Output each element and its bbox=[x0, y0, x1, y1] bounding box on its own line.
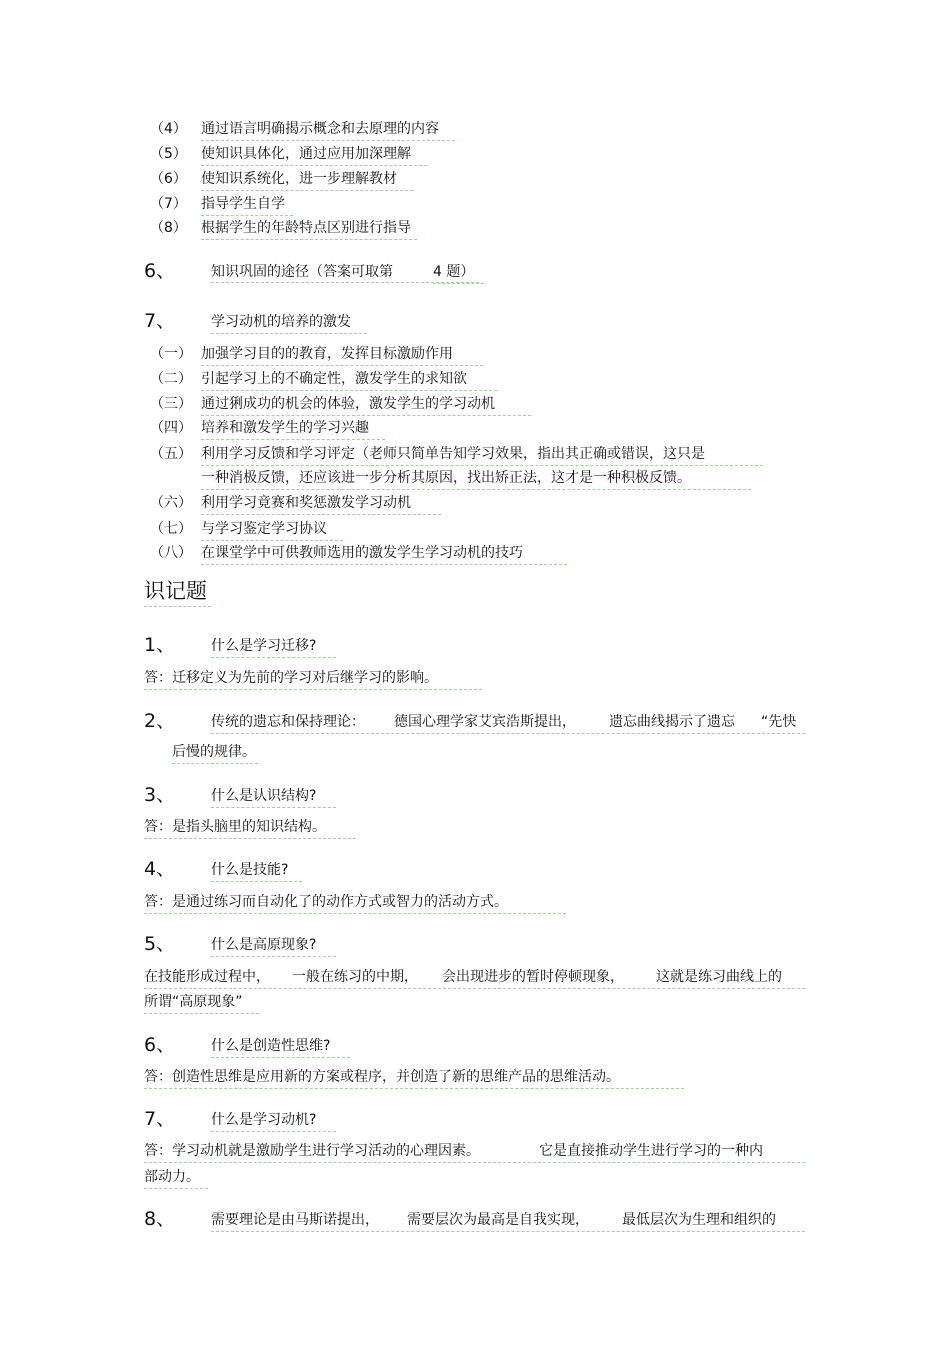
question-title-part: 遗忘曲线揭示了遗忘 bbox=[609, 714, 735, 730]
question-number: 3、 bbox=[144, 784, 176, 806]
item-text: 指导学生自学 bbox=[201, 195, 293, 216]
section-title: 学习动机的培养的激发 bbox=[211, 313, 367, 334]
item-text: 引起学习上的不确定性，激发学生的求知欲 bbox=[201, 370, 497, 391]
item-number: （一） bbox=[150, 346, 192, 362]
question-number: 2、 bbox=[144, 710, 176, 732]
item-text: 利用学习竟赛和奖惩激发学习动机 bbox=[201, 494, 441, 515]
item-number: （5） bbox=[150, 146, 187, 162]
item-text: 通过语言明确揭示概念和去原理的内容 bbox=[201, 120, 455, 141]
answer-text: 答：是指头脑里的知识结构。 bbox=[144, 818, 356, 839]
answer-text-part: 在技能形成过程中， bbox=[144, 969, 270, 985]
item-text: 通过猁成功的机会的体验，激发学生的学习动机 bbox=[201, 395, 531, 416]
underline bbox=[144, 988, 805, 989]
question-number: 6、 bbox=[144, 1034, 176, 1056]
question-title: 什么是技能? bbox=[211, 861, 302, 882]
question-title-part: 德国心理学家艾宾浩斯提出， bbox=[394, 714, 576, 730]
item-number: （6） bbox=[150, 171, 187, 187]
item-number: （八） bbox=[150, 545, 192, 561]
item-text: 与学习鉴定学习协议 bbox=[201, 520, 343, 541]
question-number: 5、 bbox=[144, 933, 176, 955]
question-number: 8、 bbox=[144, 1208, 176, 1230]
answer-text-part: 会出现进步的暂时停顿现象， bbox=[442, 969, 624, 985]
underline bbox=[144, 1162, 805, 1163]
item-number: （四） bbox=[150, 420, 192, 436]
item-number: （8） bbox=[150, 220, 187, 236]
section-number: 7、 bbox=[144, 310, 176, 332]
answer-text: 答：是通过练习而自动化了的动作方式或智力的活动方式。 bbox=[144, 893, 566, 914]
question-title: 什么是创造性思维? bbox=[211, 1037, 350, 1058]
item-text: 利用学习反馈和学习评定（老师只简单告知学习效果，指出其正确或错误，这只是 bbox=[201, 445, 763, 466]
answer-text-part: 一般在练习的中期， bbox=[292, 969, 418, 985]
item-number: （六） bbox=[150, 495, 192, 511]
item-number: （4） bbox=[150, 121, 187, 137]
item-text: 培养和激发学生的学习兴趣 bbox=[201, 419, 385, 440]
item-text: 在课堂学中可供教师选用的激发学生学习动机的技巧 bbox=[201, 544, 567, 565]
item-text: 加强学习目的的教育，发挥目标激励作用 bbox=[201, 345, 483, 366]
underline bbox=[211, 733, 805, 734]
item-number: （五） bbox=[150, 446, 192, 462]
question-title-part: 需要层次为最高是自我实现， bbox=[407, 1212, 589, 1228]
question-title-part: 最低层次为生理和组织的 bbox=[622, 1212, 776, 1228]
answer-text: 答：迁移定义为先前的学习对后继学习的影响。 bbox=[144, 669, 482, 690]
question-title-part: 传统的遗忘和保持理论： bbox=[211, 714, 365, 730]
item-text: 使知识具体化，通过应用加深理解 bbox=[201, 145, 427, 166]
item-number: （三） bbox=[150, 396, 192, 412]
question-number: 1、 bbox=[144, 634, 176, 656]
question-number: 7、 bbox=[144, 1108, 176, 1130]
question-number: 4、 bbox=[144, 858, 176, 880]
section-title-tail: 4 题） bbox=[433, 263, 484, 284]
answer-text-part: 它是直接推动学生进行学习的一种内 bbox=[539, 1143, 763, 1159]
underline bbox=[211, 1231, 805, 1232]
answer-text-continued: 部动力。 bbox=[144, 1168, 208, 1189]
item-number: （7） bbox=[150, 196, 187, 212]
answer-text-part: 答：学习动机就是激励学生进行学习活动的心理因素。 bbox=[144, 1143, 480, 1159]
answer-text-continued: 所谓“高原现象” bbox=[144, 993, 259, 1014]
question-title: 什么是学习动机? bbox=[211, 1111, 336, 1132]
answer-text-part: 这就是练习曲线上的 bbox=[656, 969, 782, 985]
item-text: 使知识系统化，进一步理解教材 bbox=[201, 170, 413, 191]
section-title: 知识巩固的途径（答案可取第 bbox=[211, 264, 393, 280]
answer-text: 答：创造性思维是应用新的方案或程序，并创造了新的思维产品的思维活动。 bbox=[144, 1068, 684, 1089]
question-title-part: “先快 bbox=[761, 714, 797, 730]
question-title: 什么是高原现象? bbox=[211, 936, 336, 957]
section-heading: 识记题 bbox=[144, 578, 211, 607]
underline bbox=[211, 282, 479, 283]
item-text: 根据学生的年龄特点区别进行指导 bbox=[201, 219, 417, 240]
question-title-part: 需要理论是由马斯诺提出， bbox=[211, 1212, 379, 1228]
question-title-continued: 后慢的规律。 bbox=[172, 743, 258, 764]
item-number: （二） bbox=[150, 371, 192, 387]
question-title: 什么是认识结构? bbox=[211, 787, 336, 808]
section-number: 6、 bbox=[144, 260, 176, 282]
question-title: 什么是学习迁移? bbox=[211, 637, 336, 658]
item-number: （七） bbox=[150, 521, 192, 537]
item-text-continued: 一种消极反馈，还应该进一步分析其原因，找出矫正法，这才是一种积极反馈。 bbox=[201, 469, 751, 490]
